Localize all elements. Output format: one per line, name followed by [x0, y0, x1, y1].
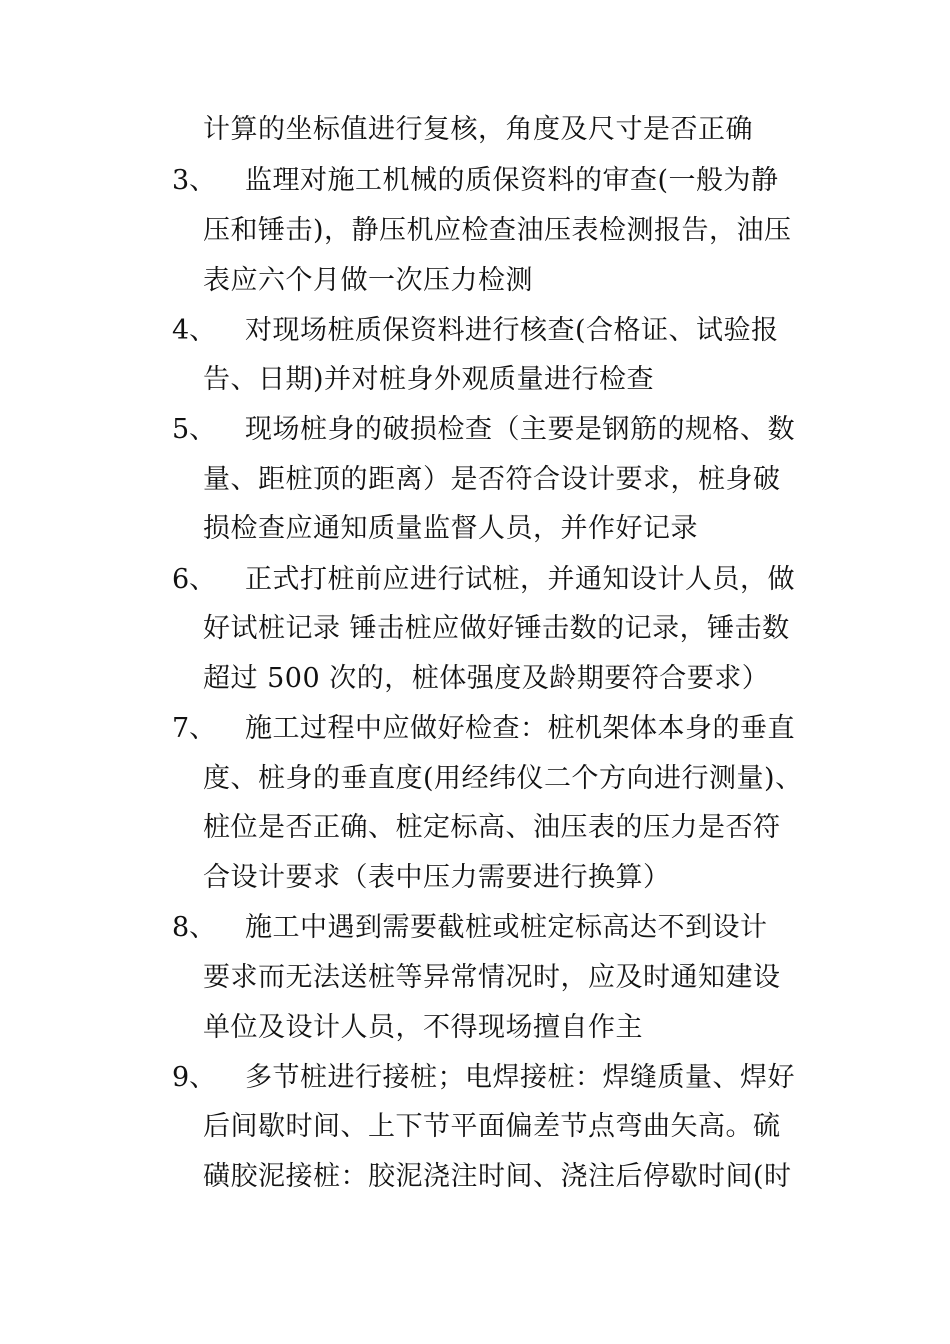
item-3-line-1: 监理对施工机械的质保资料的审查(一般为静 — [245, 165, 779, 196]
item-5-line-3: 损检查应通知质量监督人员，并作好记录 — [203, 513, 698, 544]
item-number-8: 8、 — [172, 912, 217, 943]
item-6-line-1: 正式打桩前应进行试桩，并通知设计人员，做 — [245, 564, 795, 595]
item-number-3: 3、 — [172, 165, 217, 196]
item-7-line-3: 桩位是否正确、桩定标高、油压表的压力是否符 — [203, 812, 781, 843]
item-7-line-1: 施工过程中应做好检查：桩机架体本身的垂直 — [245, 713, 795, 744]
item-7-line-2: 度、桩身的垂直度(用经纬仪二个方向进行测量)、 — [203, 763, 803, 794]
item-8-line-1: 施工中遇到需要截桩或桩定标高达不到设计 — [245, 912, 768, 943]
item-4-line-2: 告、日期)并对桩身外观质量进行检查 — [203, 364, 655, 395]
item-number-9: 9、 — [172, 1062, 217, 1093]
item-9-line-3: 磺胶泥接桩：胶泥浇注时间、浇注后停歇时间(时 — [203, 1161, 792, 1192]
item-8-line-2: 要求而无法送桩等异常情况时，应及时通知建设 — [203, 962, 781, 993]
item-5-line-2: 量、距桩顶的距离）是否符合设计要求，桩身破 — [203, 464, 781, 495]
item-5-line-1: 现场桩身的破损检查（主要是钢筋的规格、数 — [245, 414, 795, 445]
item-9-line-1: 多节桩进行接桩；电焊接桩：焊缝质量、焊好 — [245, 1062, 795, 1093]
item-number-4: 4、 — [172, 315, 217, 346]
item-6-line-2: 好试桩记录 锤击桩应做好锤击数的记录，锤击数 — [203, 613, 790, 644]
continuation-line: 计算的坐标值进行复核，角度及尺寸是否正确 — [203, 114, 753, 145]
item-8-line-3: 单位及设计人员，不得现场擅自作主 — [203, 1012, 643, 1043]
item-number-5: 5、 — [172, 414, 217, 445]
item-number-6: 6、 — [172, 564, 217, 595]
item-7-line-4: 合设计要求（表中压力需要进行换算） — [203, 862, 671, 893]
item-number-7: 7、 — [172, 713, 217, 744]
item-3-line-2: 压和锤击)，静压机应检查油压表检测报告，油压 — [203, 215, 792, 246]
item-4-line-1: 对现场桩质保资料进行核查(合格证、试验报 — [245, 315, 779, 346]
item-3-line-3: 表应六个月做一次压力检测 — [203, 265, 533, 296]
item-6-line-3: 超过 500 次的，桩体强度及龄期要符合要求） — [203, 663, 770, 694]
item-9-line-2: 后间歇时间、上下节平面偏差节点弯曲矢高。硫 — [203, 1111, 781, 1142]
